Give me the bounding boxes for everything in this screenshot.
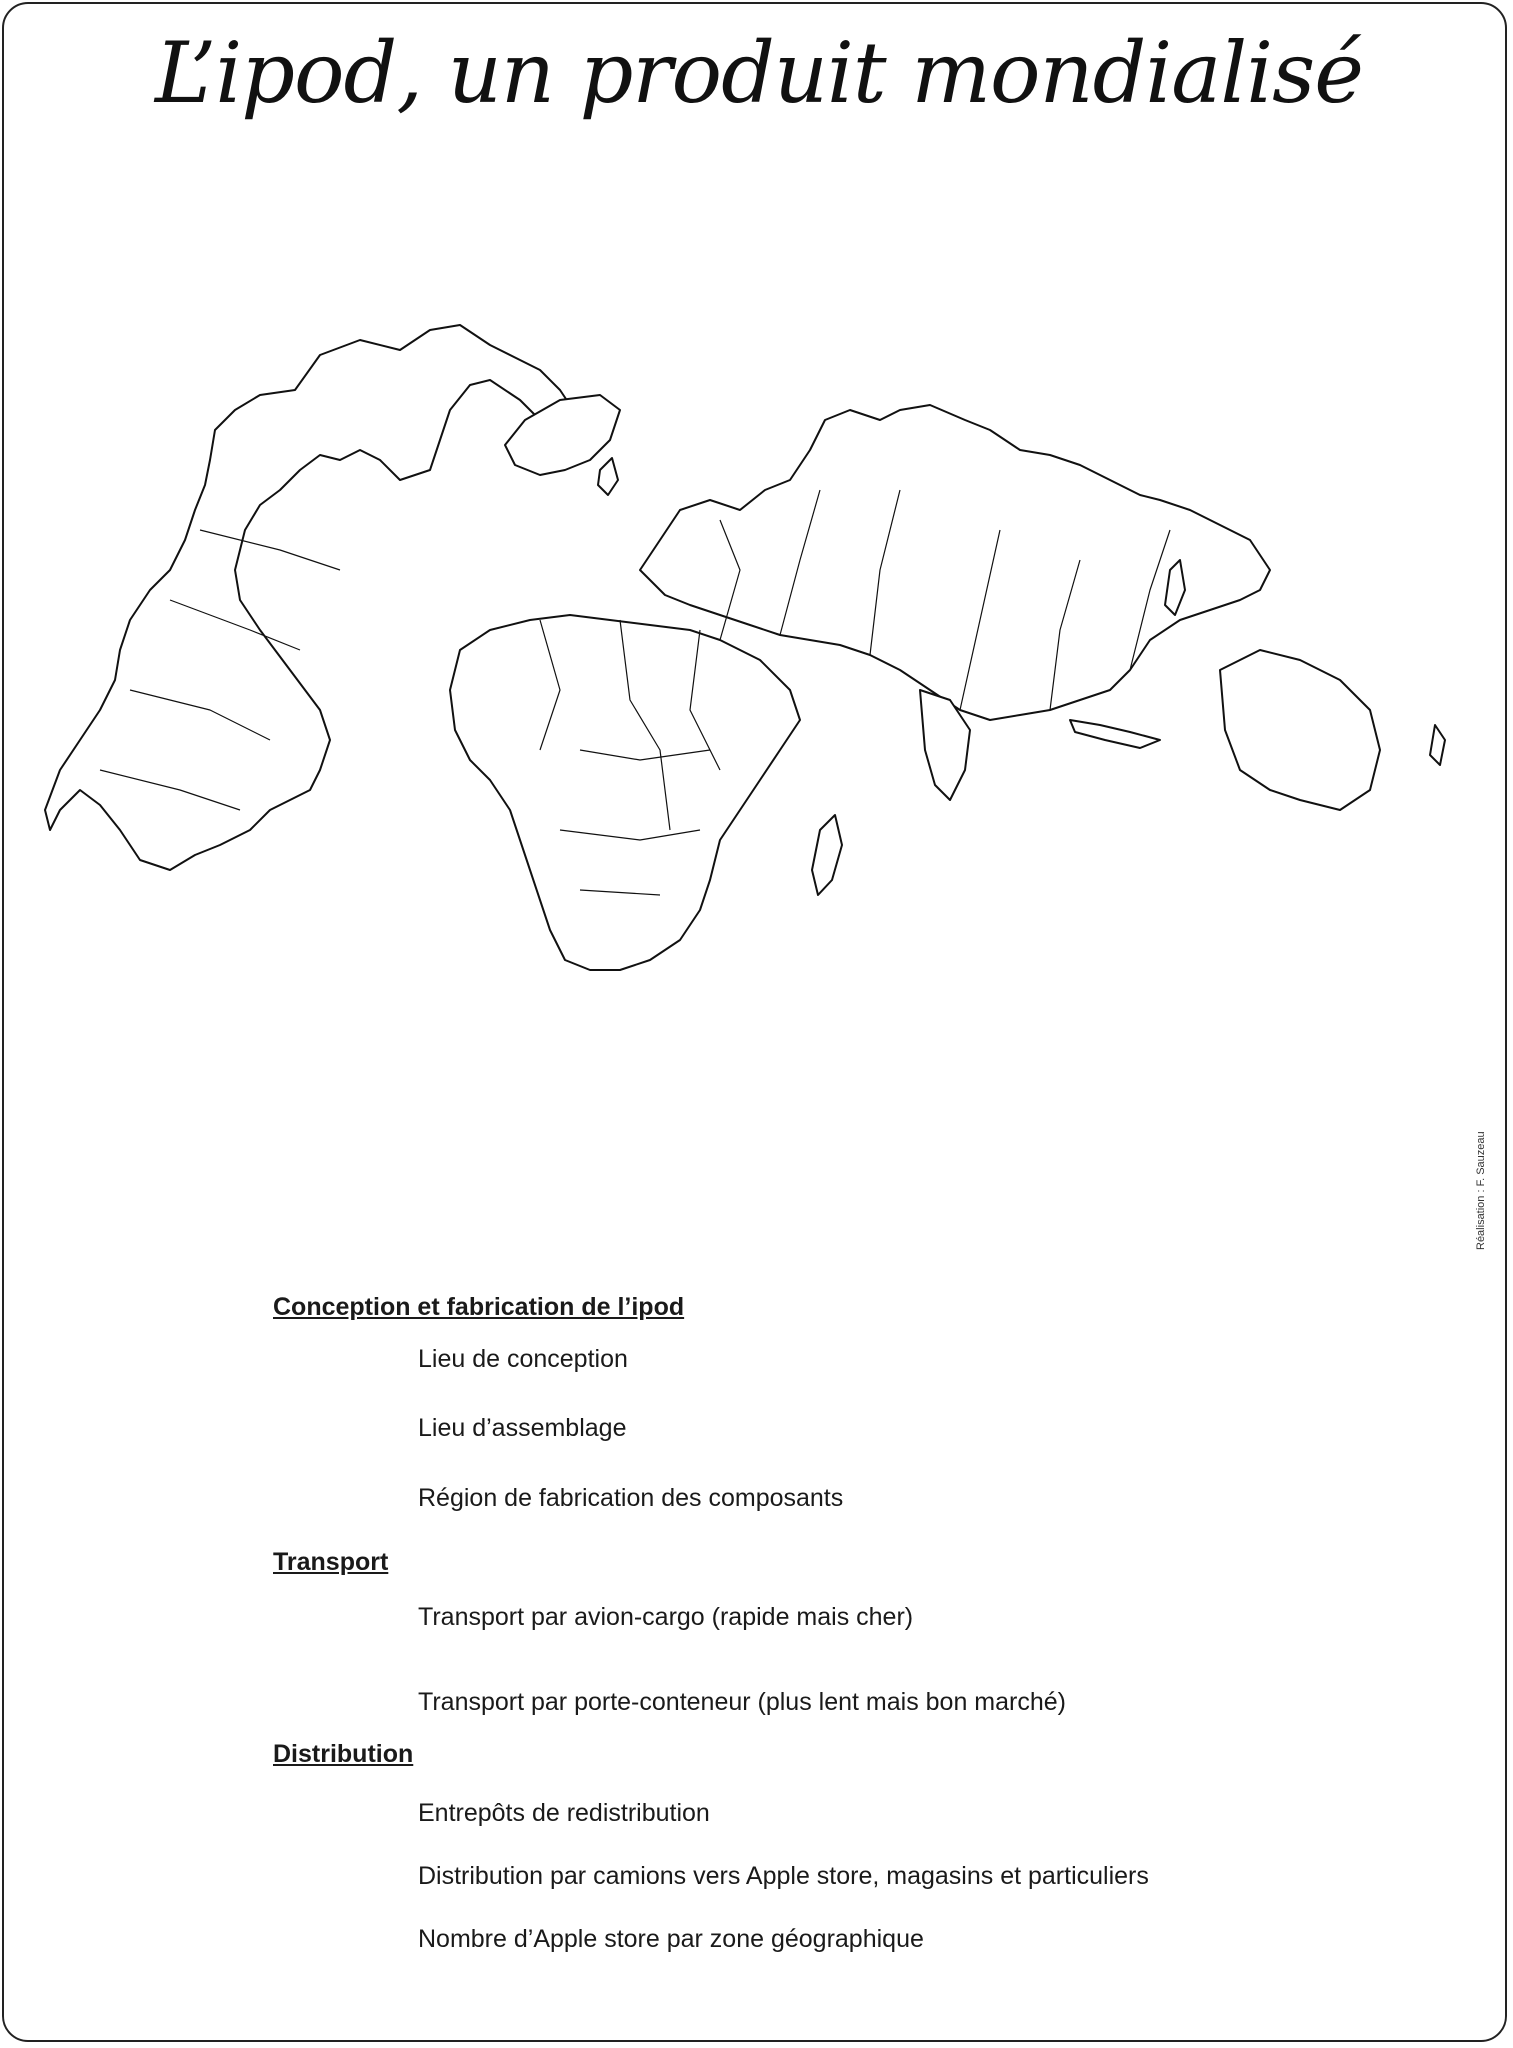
legend-heading-conception: Conception et fabrication de l’ipod	[273, 1293, 685, 1321]
legend-item-camions: Distribution par camions vers Apple store, magasins et particuliers	[418, 1862, 1149, 1890]
indonesia	[1070, 720, 1160, 748]
legend-item-entrepots: Entrepôts de redistribution	[418, 1799, 710, 1827]
new-zealand	[1430, 725, 1445, 765]
legend-item-composants: Région de fabrication des composants	[418, 1484, 844, 1512]
legend-item-porte-conteneur: Transport par porte-conteneur (plus lent mais bon marché)	[418, 1688, 1066, 1716]
madagascar	[812, 815, 842, 895]
legend-heading-transport: Transport	[273, 1548, 389, 1576]
legend-item-conception: Lieu de conception	[418, 1345, 628, 1373]
legend-heading-distribution: Distribution	[273, 1740, 414, 1768]
page-title: L’ipod, un produit mondialisé	[155, 24, 1363, 122]
legend-item-assemblage: Lieu d’assemblage	[418, 1414, 627, 1442]
legend-item-avion-cargo: Transport par avion-cargo (rapide mais cher)	[418, 1603, 914, 1631]
africa-landmass	[450, 615, 800, 970]
world-map	[20, 270, 1460, 1250]
greenland	[505, 395, 620, 475]
legend-item-apple-store: Nombre d’Apple store par zone géographique	[418, 1925, 924, 1953]
uk-ireland	[598, 458, 618, 495]
australia	[1220, 650, 1380, 810]
map-credit: Réalisation : F. Sauzeau	[1475, 1131, 1487, 1250]
